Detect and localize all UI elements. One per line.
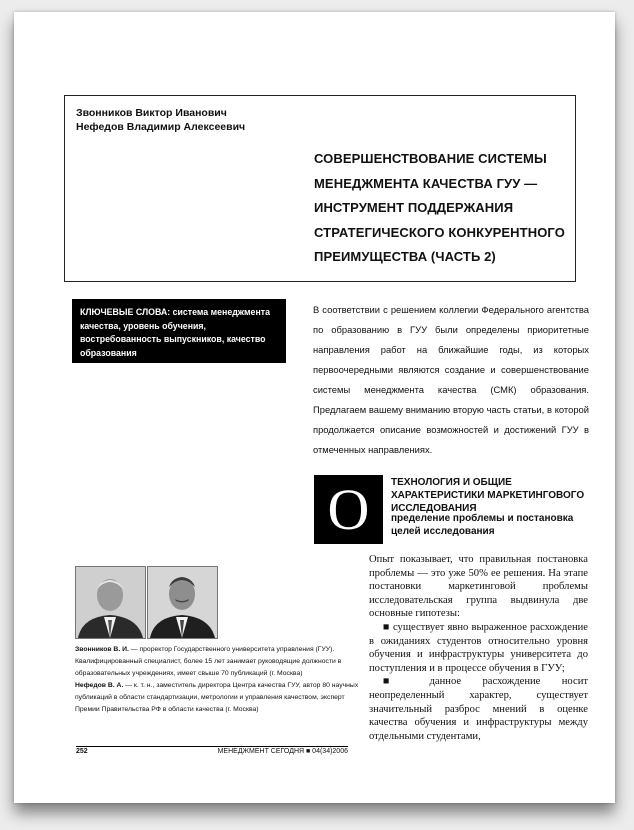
- bio-text: — к. т. н., заместитель директора Центра качества ГУУ, автор 80 научных публикаций в области стандартизации, метрологии и управления качеством, эксперт Премии Правительства РФ в области качества (г. Москва): [75, 682, 359, 713]
- author-photo: [147, 566, 218, 639]
- bio-name: Звонников В. И.: [75, 646, 129, 653]
- journal-issue: МЕНЕДЖМЕНТ СЕГОДНЯ ■ 04(34)2006: [217, 748, 348, 755]
- bullet-item: [369, 621, 588, 675]
- bio-name: Нефедов В. А.: [75, 682, 124, 689]
- author-name: Звонников Виктор Иванович: [76, 107, 227, 119]
- page-number: 252: [76, 748, 88, 755]
- keywords-label: КЛЮЧЕВЫЕ СЛОВА:: [80, 307, 171, 317]
- section-heading: ТЕХНОЛОГИЯ И ОБЩИЕ ХАРАКТЕРИСТИКИ МАРКЕТИНГОВОГО ИССЛЕДОВАНИЯ: [391, 477, 585, 514]
- body-paragraph: Опыт показывает, что правильная постановка проблемы — это уже 50% ее решения. На этапе постановки маркетинговой проблемы исследовательская группа выдвинула две основные гипотезы:: [369, 554, 588, 620]
- keywords-box: [72, 299, 286, 363]
- author-bios: [75, 644, 360, 716]
- bullet-square-icon: ■: [383, 676, 409, 688]
- author-name: Нефедов Владимир Алексеевич: [76, 121, 246, 133]
- authors-block: [76, 106, 245, 134]
- drop-cap: О: [314, 475, 383, 544]
- title-line: СОВЕРШЕНСТВОВАНИЕ СИСТЕМЫ: [314, 151, 547, 166]
- bullet-item: [369, 675, 588, 743]
- title-line: МЕНЕДЖМЕНТА КАЧЕСТВА ГУУ —: [314, 175, 538, 191]
- article-title: [314, 147, 576, 270]
- subsection-heading: пределение проблемы и постановка целей исследования: [391, 513, 574, 537]
- bullet-text: данное расхождение носит неопределенный характер, существует значительный разброс мнений в оценке качества обучения и инфраструктуры между отдельными студентами,: [369, 676, 588, 742]
- bullet-text: существует явно выраженное расхождение в ожиданиях студентов относительно уровня обучения и инфраструктуры университета до поступления и в процессе обучения в ГУУ;: [369, 621, 588, 674]
- keywords-text: система менеджмента качества, уровень обучения, востребованность выпускников, качество образования: [80, 307, 270, 358]
- journal-page: [14, 12, 615, 803]
- author-bio: [75, 680, 360, 716]
- title-line: ИНСТРУМЕНТ ПОДДЕРЖАНИЯ: [314, 200, 514, 215]
- bullet-square-icon: ■: [383, 621, 390, 633]
- abstract: В соответствии с решением коллегии Федерального агентства по образованию в ГУУ были определены приоритетные направления работ на ближайшие годы, из которых первоочередными являются создание и совершенствование системы менеджмента качества (СМК) образования. Предлагаем вашему вниманию вторую часть статьи, в которой продолжается описание возможностей и достижений ГУУ в отмеченных направлениях.: [313, 304, 589, 455]
- bio-text: — проректор Государственного университета управления (ГУУ). Квалифицированный специалист, более 15 лет занимает руководящие должности в образовательных учреждениях, имеет свыше 70 публикаций (г. Москва): [75, 646, 342, 677]
- author-bio: [75, 644, 360, 680]
- page-footer: [76, 748, 348, 755]
- title-line: ПРЕИМУЩЕСТВА (ЧАСТЬ 2): [314, 249, 496, 264]
- body-text: [369, 553, 588, 743]
- author-photo: [75, 566, 146, 639]
- footer-rule: [76, 746, 348, 747]
- title-line: СТРАТЕГИЧЕСКОГО КОНКУРЕНТНОГО: [314, 224, 565, 240]
